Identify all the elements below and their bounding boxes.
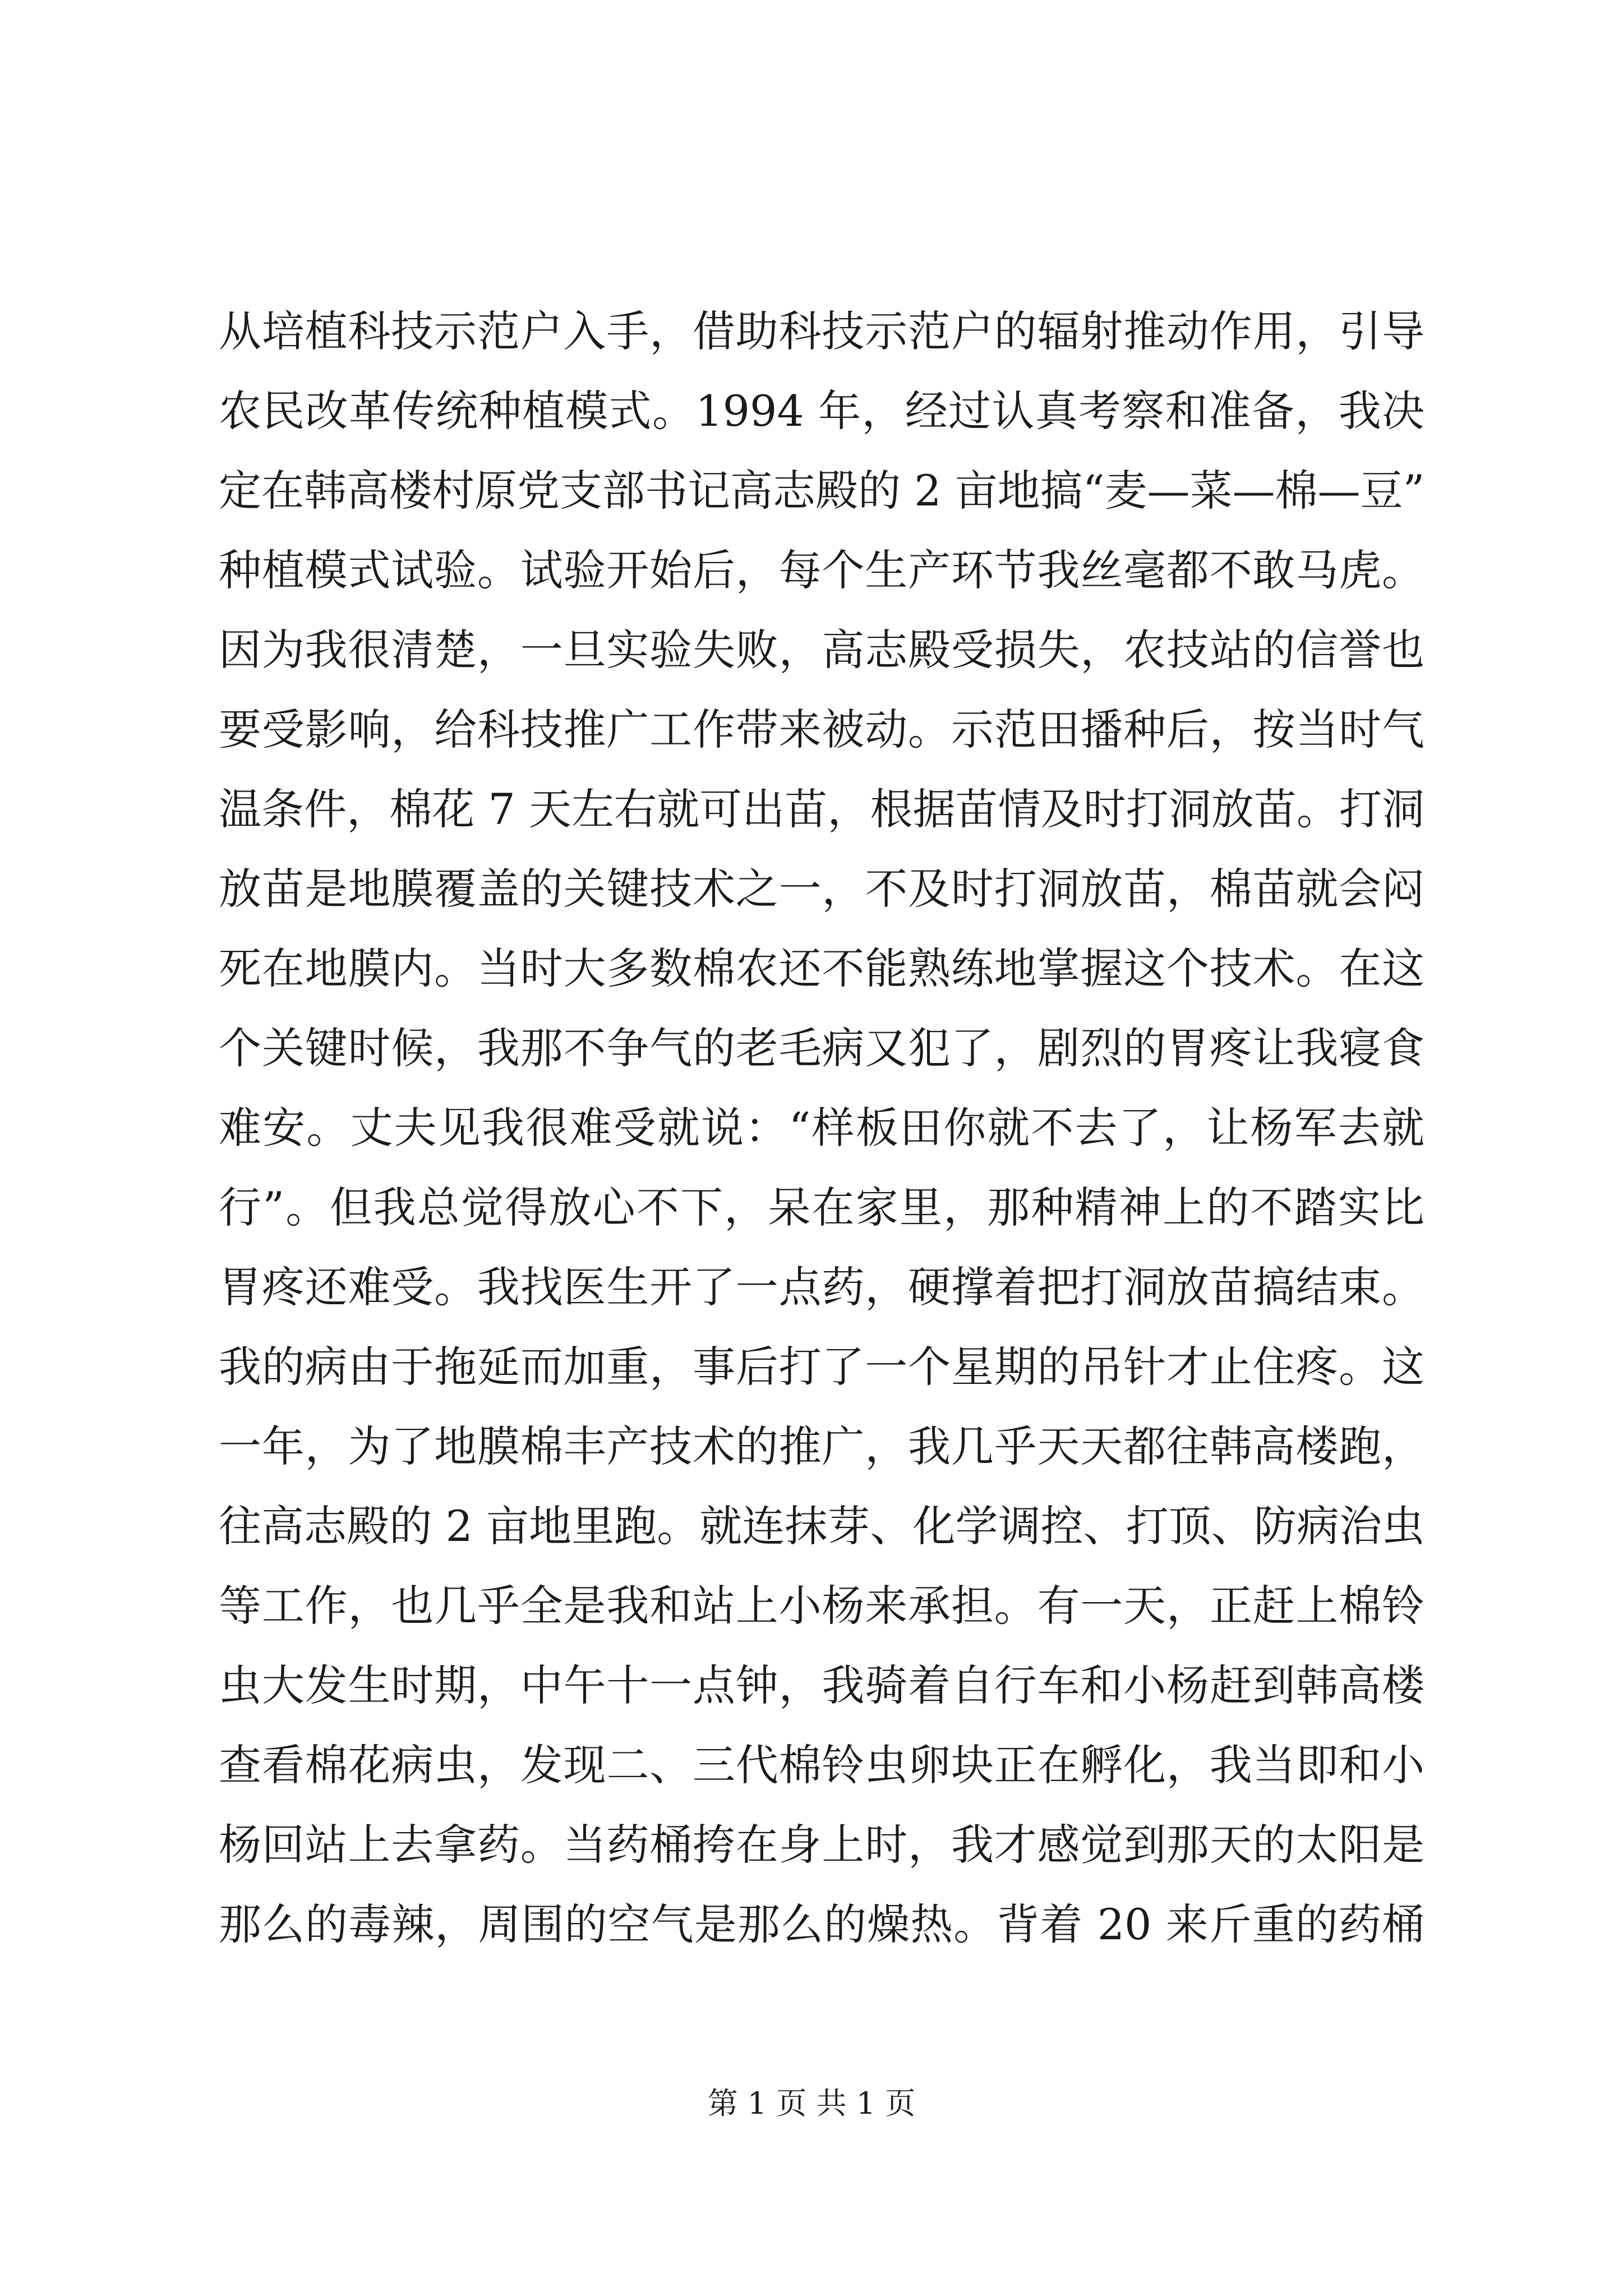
text-line: 虫大发生时期，中午十一点钟，我骑着自行车和小杨赶到韩高楼	[219, 1660, 1424, 1710]
text-line: 从培植科技示范户入手，借助科技示范户的辐射推动作用，引导	[219, 306, 1424, 356]
page-number-label: 第 1 页 共 1 页	[707, 2086, 916, 2121]
text-line: 那么的毒辣，周围的空气是那么的燥热。背着 20 来斤重的药桶	[219, 1899, 1424, 1949]
text-line: 定在韩高楼村原党支部书记高志殿的 2 亩地搞“麦—菜—棉—豆”	[219, 466, 1425, 516]
text-line: 死在地膜内。当时大多数棉农还不能熟练地掌握这个技术。在这	[219, 944, 1424, 993]
text-line: 温条件，棉花 7 天左右就可出苗，根据苗情及时打洞放苗。打洞	[219, 784, 1424, 834]
text-line: 农民改革传统种植模式。1994 年，经过认真考察和准备，我决	[219, 386, 1424, 436]
text-line: 我的病由于拖延而加重，事后打了一个星期的吊针才止住疼。这	[219, 1342, 1424, 1392]
text-line: 因为我很清楚，一旦实验失败，高志殿受损失，农技站的信誉也	[219, 625, 1424, 675]
text-line: 往高志殿的 2 亩地里跑。就连抹芽、化学调控、打顶、防病治虫	[219, 1501, 1424, 1551]
body-text	[219, 292, 1424, 1964]
text-line: 胃疼还难受。我找医生开了一点药，硬撑着把打洞放苗搞结束。	[219, 1262, 1424, 1312]
text-line: 种植模式试验。试验开始后，每个生产环节我丝毫都不敢马虎。	[219, 545, 1424, 595]
text-line: 一年，为了地膜棉丰产技术的推广，我几乎天天都往韩高楼跑，	[219, 1421, 1424, 1471]
text-line: 放苗是地膜覆盖的关键技术之一，不及时打洞放苗，棉苗就会闷	[219, 864, 1424, 914]
text-line: 等工作，也几乎全是我和站上小杨来承担。有一天，正赶上棉铃	[219, 1581, 1424, 1631]
text-line: 行”。但我总觉得放心不下，呆在家里，那种精神上的不踏实比	[219, 1182, 1424, 1232]
text-line: 杨回站上去拿药。当药桶挎在身上时，我才感觉到那天的太阳是	[219, 1820, 1424, 1870]
text-line: 难安。丈夫见我很难受就说：“样板田你就不去了，让杨军去就	[219, 1103, 1424, 1153]
text-line: 要受影响，给科技推广工作带来被动。示范田播种后，按当时气	[219, 705, 1424, 754]
text-line: 查看棉花病虫，发现二、三代棉铃虫卵块正在孵化，我当即和小	[219, 1740, 1424, 1790]
page-footer	[0, 2081, 1623, 2126]
text-line: 个关键时候，我那不争气的老毛病又犯了，剧烈的胃疼让我寝食	[219, 1023, 1424, 1073]
